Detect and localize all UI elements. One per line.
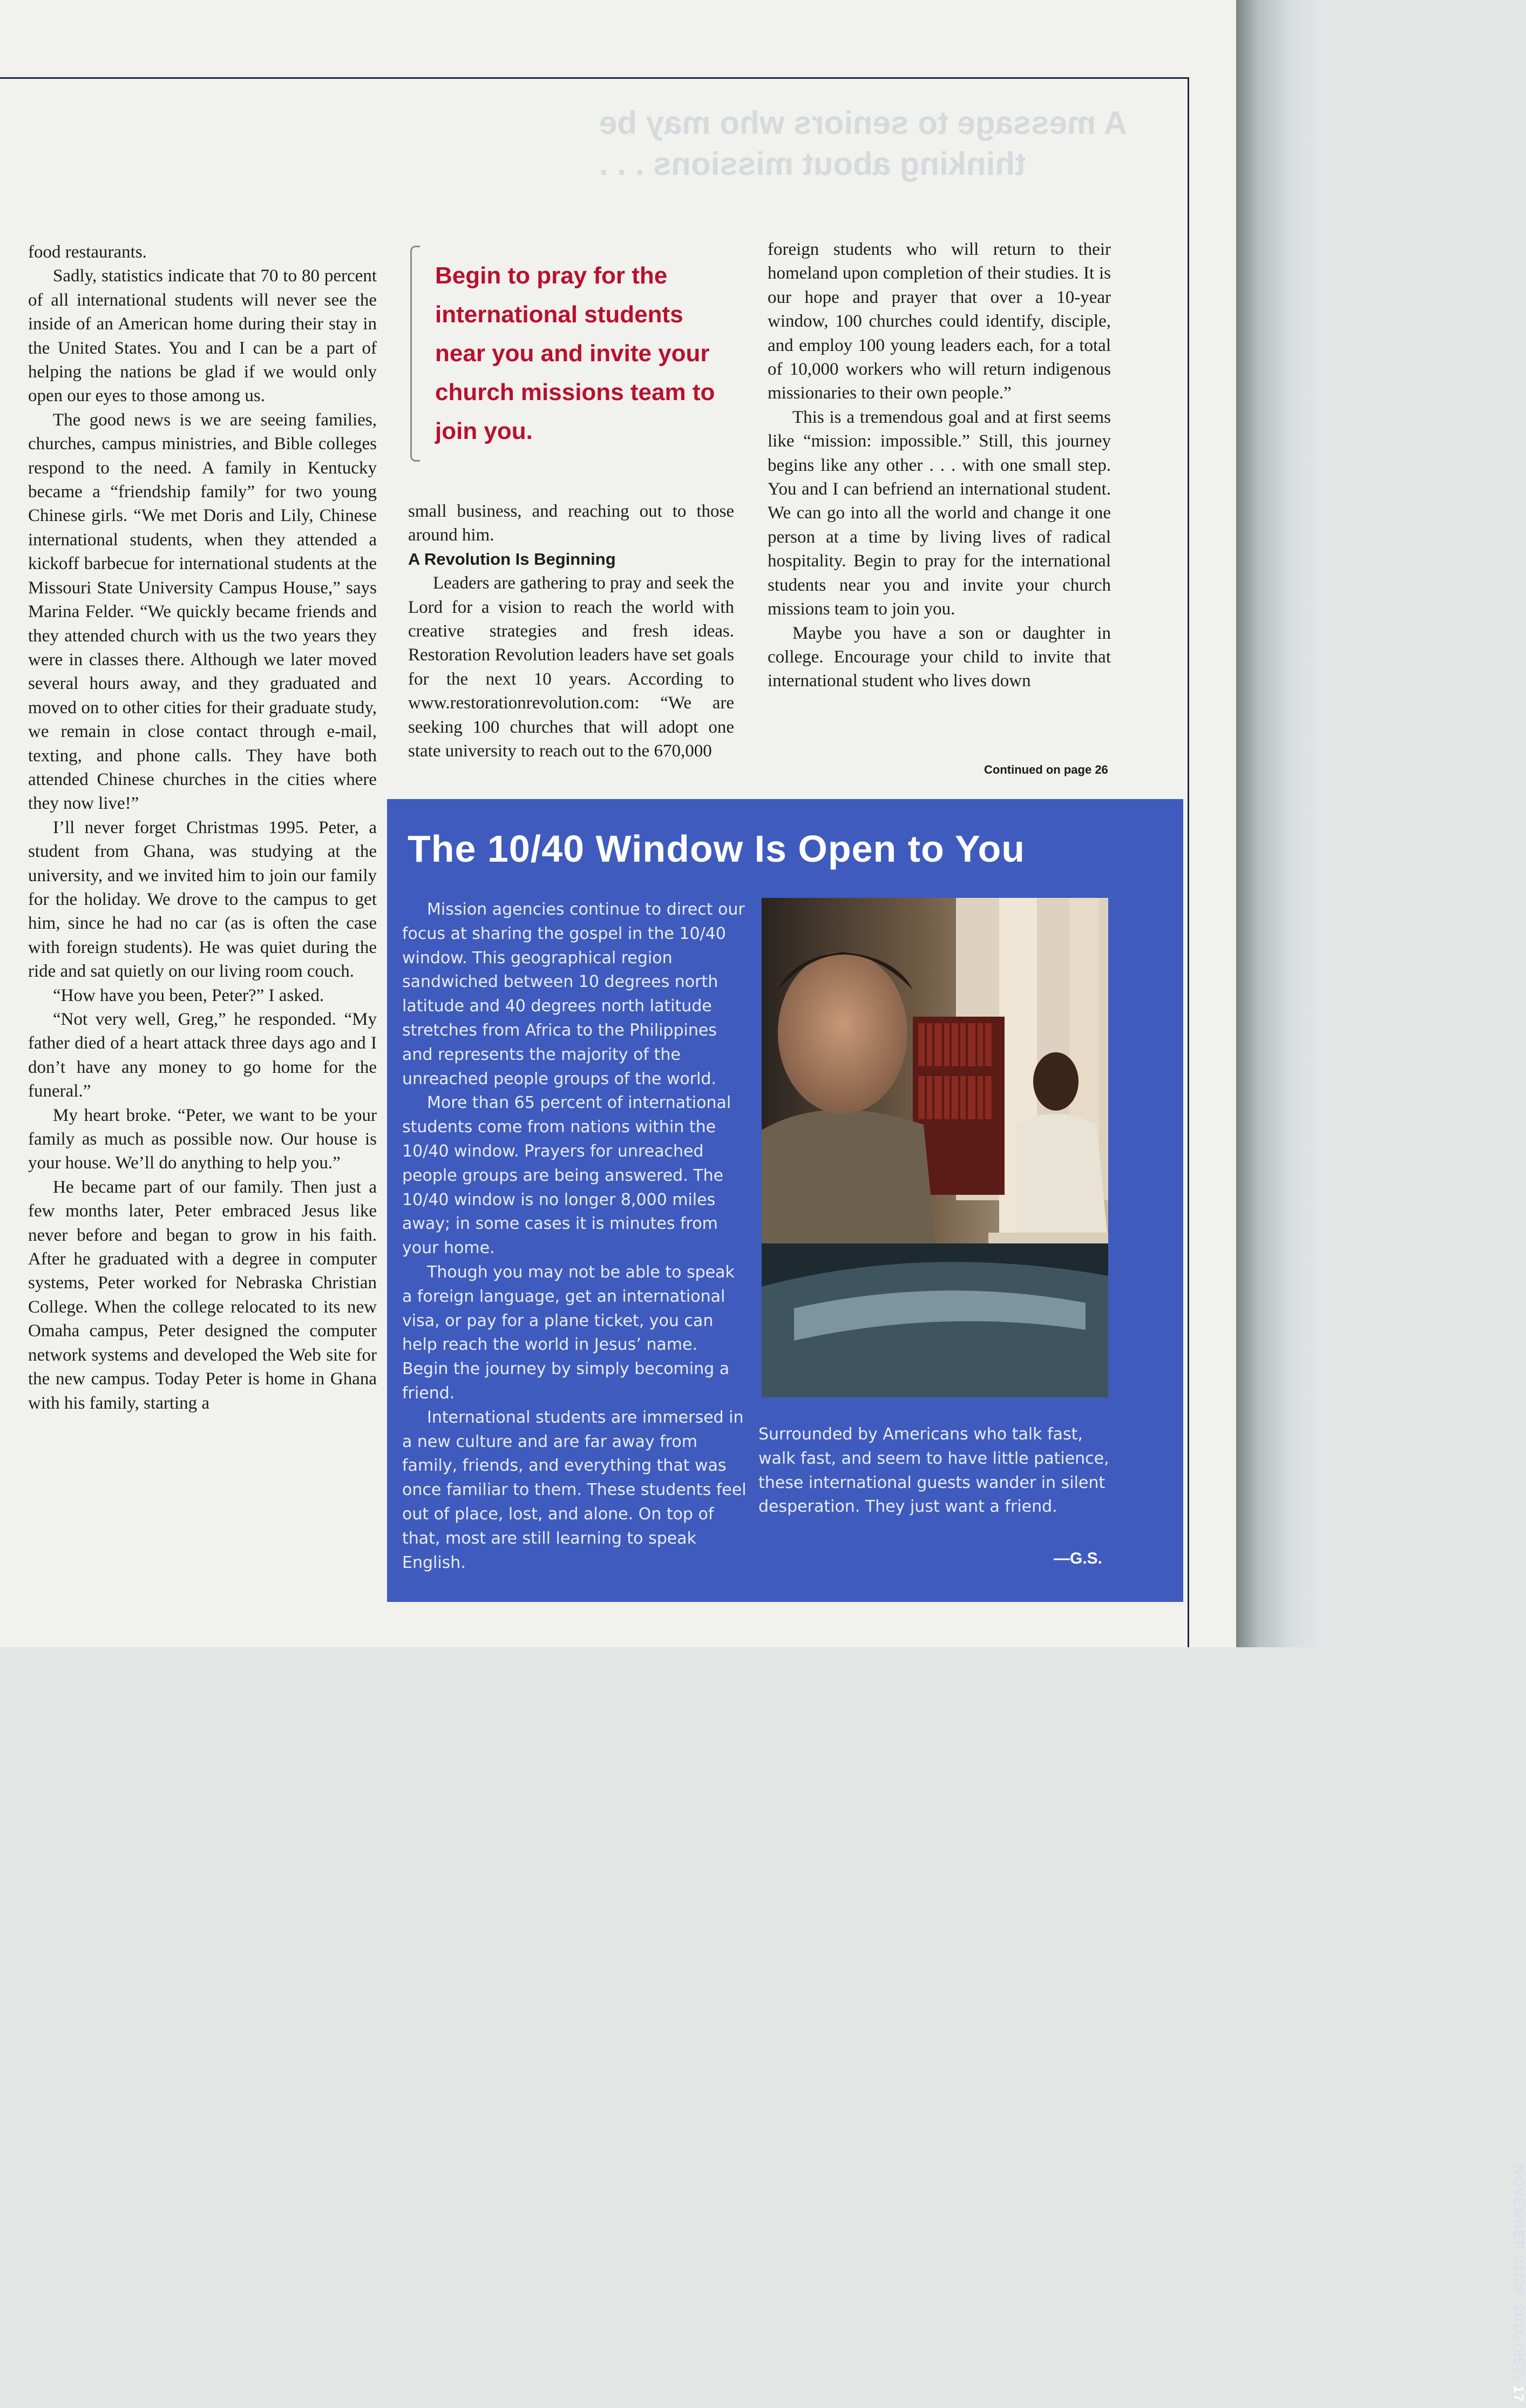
pull-quote: [410, 246, 723, 462]
show-through-heading: A message to seniors who may be thinking about missions . . .: [599, 105, 1128, 182]
page-number: 17: [1511, 2385, 1526, 2403]
article-column-3: [768, 238, 1111, 693]
author-signature: —G.S.: [1054, 1550, 1103, 1567]
continued-note: Continued on page 26: [984, 763, 1108, 776]
page-folio: [1504, 2165, 1526, 2408]
paragraph: small business, and reaching out to those around him.: [408, 502, 734, 545]
section-heading: A Revolution Is Beginning: [408, 549, 616, 569]
paragraph: “How have you been, Peter?” I asked.: [53, 985, 324, 1005]
paragraph: He became part of our family. Then just a few months later, Peter embraced Jesus like never before and began to grow in his faith. After he graduated with a degree in computer systems, Peter worked for Nebraska Christian College. When the college relocated to its new Omaha campus, Peter designed the computer network systems and developed the Web site for the new campus. Today Peter is home in Ghana with his family, starting a: [28, 1177, 377, 1413]
top-rule: [0, 77, 1189, 79]
pull-quote-bracket: [410, 246, 420, 462]
sidebar-paragraph: More than 65 percent of international students come from nations within the 10/40 window. Prayers for unreached people groups are being answered. The 10/40 window is no longer 8,000 miles away; in some cases it is minutes from your home.: [402, 1093, 731, 1258]
photo-caption: Surrounded by Americans who talk fast, walk fast, and seem to have little patience, these international guests wander in silent desperation. They just want a friend.: [758, 1425, 1109, 1517]
pull-quote-text: Begin to pray for the international students near you and invite your church missions team to join you.: [435, 262, 715, 444]
sidebar-paragraph: International students are immersed in a new culture and are far away from family, friends, and everything that was once familiar to them. These students feel out of place, lost, and alone. On top of that, most are still learning to speak English.: [402, 1408, 747, 1572]
paragraph: foreign students who will return to their homeland upon completion of their studies. It is our hope and prayer that over a 10-year window, 100 churches could identify, disciple, and employ 100 young leaders each, for a total of 10,000 workers who will return indigenous missionaries to their own people.”: [768, 240, 1111, 403]
sidebar-title: The 10/40 Window Is Open to You: [408, 828, 1026, 870]
paragraph: I’ll never forget Christmas 1995. Peter, a student from Ghana, was studying at the university, and we invited him to join our family for the holiday. We drove to the campus to get him, since he had no car (as is often the case with foreign students). He was quiet during the ride and sat quietly on our living room couch.: [28, 817, 377, 982]
paragraph: food restaurants.: [28, 242, 147, 262]
paragraph: This is a tremendous goal and at first seems like “mission: impossible.” Still, this journey begins like any other . . . with one small step. You and I can befriend an international student. We can go into all the world and change it one person at a time by living lives of radical hospitality. Begin to pray for the international students near you and invite your church missions team to join you.: [768, 407, 1111, 619]
issue-date: NOVEMBER 21/28, 2010 (857): [1511, 2165, 1526, 2381]
paragraph: The good news is we are seeing families, churches, campus ministries, and Bible colleges respond to the need. A family in Kentucky became a “friendship family” for two young Chinese girls. “We met Doris and Lily, Chinese international students, when they attended a kickoff barbecue for international students at the Missouri State University Campus House,” says Marina Felder. “We quickly became friends and they attended church with us the two years they were in classes there. Although we later moved several hours away, and they graduated and moved on to other cities for their graduate study, we remain in close contact through e-mail, texting, and phone calls. They have both attended Chinese churches in the cities where they now live!”: [28, 410, 377, 814]
sidebar-box: [387, 799, 1526, 2403]
paragraph: Sadly, statistics indicate that 70 to 80 percent of all international students will never see the inside of an American home during their stay in the United States. You and I can be a part of helping the nations be glad if we would only open our eyes to those among us.: [28, 266, 377, 406]
paragraph: Leaders are gathering to pray and seek the Lord for a vision to reach the world with creative strategies and fresh ideas. Restoration Revolution leaders have set goals for the next 10 years. According to www.restorationrevolution.com: “We are seeking 100 churches that will adopt one state university to reach out to the 670,000: [408, 573, 734, 761]
library-students-photo: [762, 898, 1108, 1397]
sidebar-paragraph: Though you may not be able to speak a foreign language, get an international visa, or pay for a plane ticket, you can help reach the world in Jesus’ name. Begin the journey by simply becoming a friend.: [402, 1262, 735, 1403]
sidebar-paragraph: Mission agencies continue to direct our focus at sharing the gospel in the 10/40 window. This geographical region sandwiched between 10 degrees north latitude and 40 degrees north latitude stretches from Africa to the Philippines and represents the majority of the unreached people groups of the world.: [402, 900, 745, 1088]
binding-shadow: [1236, 0, 1325, 1647]
article-column-2: [408, 499, 734, 763]
paragraph: “Not very well, Greg,” he responded. “My father died of a heart attack three days ago and I don’t have any money to go home for the funeral.”: [28, 1010, 377, 1101]
article-column-1: [28, 240, 377, 1415]
sidebar-text: [402, 898, 748, 1575]
photo-illustration: [762, 898, 1108, 1397]
paragraph: My heart broke. “Peter, we want to be your family as much as possible now. Our house is your house. We’ll do anything to help you.”: [28, 1105, 377, 1173]
paragraph: Maybe you have a son or daughter in college. Encourage your child to invite that international student who lives down: [768, 623, 1111, 691]
right-rule: [1188, 77, 1189, 1647]
